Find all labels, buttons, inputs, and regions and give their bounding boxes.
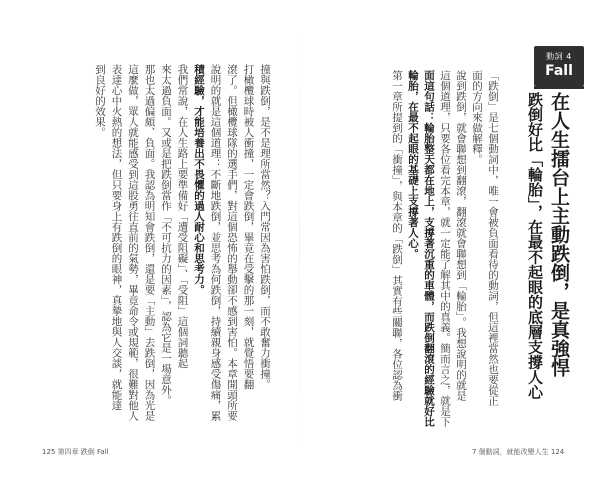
- chapter-title: 在人生擂台上主動跌倒，是真強悍: [548, 92, 570, 377]
- text-column: 來太過負面。又或是把跌倒當作「不可抗力的因素」，認為它是一場意外。: [160, 64, 172, 406]
- chapter-keyword: Fall: [545, 63, 573, 79]
- folio-left: 125 第四章 跌倒 Fall: [42, 448, 109, 456]
- chapter-number: 動詞 4: [546, 52, 572, 61]
- text-column: 第一章所提到的「衝撞」，與本章的「跌倒」其實有些關聯，各位認為衝: [391, 70, 403, 401]
- text-column: 輪胎，在最不起眼的基礎上支撐著人心。: [407, 70, 419, 259]
- badge-underline: [534, 86, 584, 89]
- text-column: 那也太過偏頗、負面。我認為明知會跌倒，還是要「主動」去跌倒，因為光是: [143, 64, 156, 421]
- folio-right: 7 個動詞，就能改變人生 124: [472, 448, 565, 456]
- chapter-subtitle: 跌倒好比「輪胎」，在最不起眼的底層支撐人心: [526, 92, 544, 400]
- text-column: 我們常說，在人生路上要準備好「遭受阻礙」、「受阻」這個詞聽起: [176, 64, 189, 369]
- text-column: 撞與跌倒，是不是理所當然？入門常因為害怕跌倒，而不敢奮力衝撞。: [259, 64, 271, 390]
- text-column: 面這句話：輪胎整天都在地上，支撐著沉重的車體，而跌倒翻滾的經驗就好比: [423, 70, 435, 427]
- text-column: 說明的就是這個道理：不斷地跌倒，並思考為何跌倒，持續親身感受傷痛，累: [209, 64, 222, 421]
- text-column: 積經驗，才能培養出不畏懼的過人耐心和思考力。: [193, 64, 205, 295]
- text-column: 表達心中火熱的想法，但只要身上有跌倒的眼神，真摯地與人交談，就能達: [110, 64, 123, 411]
- text-column: 到良好的效果。: [94, 64, 106, 138]
- text-column: 面的方向來做解釋。: [471, 70, 483, 165]
- text-column: 說到跌倒，就會聯想到翻滾，翻滾就會聯想到「輪胎」。我想說明的就是: [455, 70, 467, 401]
- text-column: 打橄欖球時被人衝撞，一定會跌倒，畢竟在受擊的那一刻，就覺悟要翻: [242, 64, 255, 390]
- text-column: 這麼做，眾人就能感受到這股勇往直前的氣勢，畢竟命令或規範，很難對他人: [127, 64, 139, 421]
- page-gutter: [299, 30, 300, 450]
- text-column: 這個道理，只要各位看完本章，就一定能了解其中的真義。簡而言之，就是下: [439, 70, 451, 427]
- chapter-badge: [534, 46, 584, 86]
- text-column: 滾了。但橄欖球隊的選手們，對這個恐怖的舉動卻不感到害怕。本章開頭所要: [226, 64, 238, 421]
- text-column: 「跌倒」是七個動詞中，唯一會被負面看待的動詞，但這裡當然也要從正: [487, 70, 499, 406]
